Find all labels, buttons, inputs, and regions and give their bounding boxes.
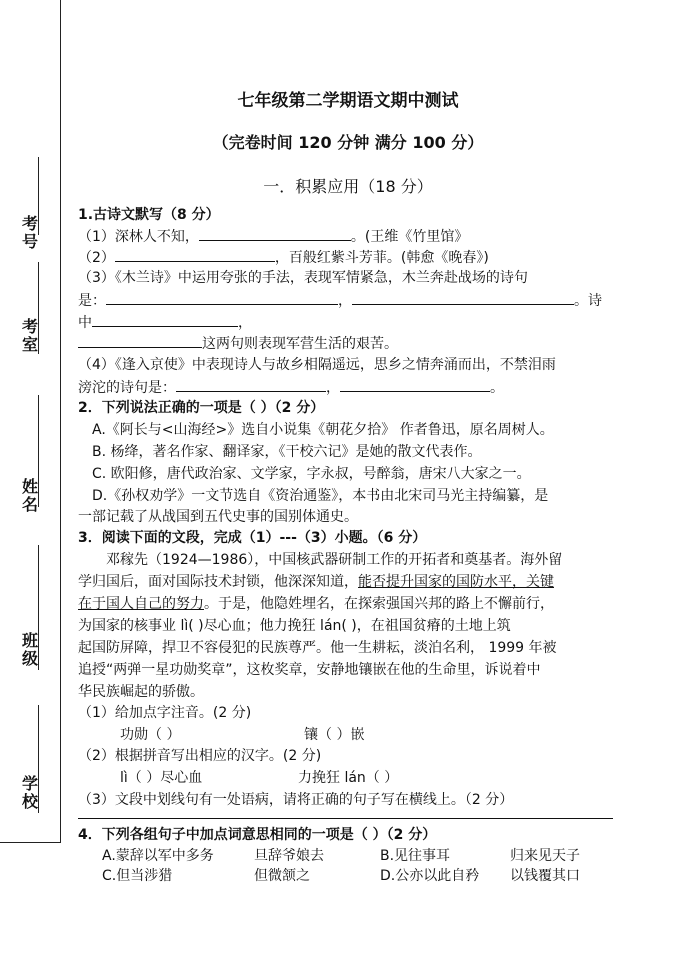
sub-question-1: （1）给加点字注音。(2 分) <box>78 705 252 721</box>
underlined-sentence-part-2: 在于国人自己的努力 <box>78 596 204 612</box>
pinyin-word-1[interactable]: 功勋（ ） <box>120 727 181 743</box>
answer-blank[interactable] <box>106 290 338 305</box>
question-4-option-b-pair: 归来见天子 <box>510 848 580 864</box>
binding-margin-bottom-line <box>0 842 61 843</box>
q1-line-8-text: 滂沱的诗句是： <box>78 380 176 396</box>
passage-line-3-text: 。于是，他隐姓埋名，在探索强国兴邦的路上不懈前行， <box>204 596 554 612</box>
passage-line-2-text: 学归国后，面对国际技术封锁，他深深知道， <box>78 574 358 590</box>
question-1-line-8 <box>78 377 618 398</box>
q1-line-8-comma: ， <box>326 380 340 396</box>
answer-blank[interactable] <box>92 312 238 327</box>
answer-blank[interactable] <box>176 377 326 392</box>
q1-line-4-end: 。诗 <box>574 293 602 309</box>
question-2-option-d-continued: 一部记载了从战国到五代史事的国别体通史。 <box>78 509 358 525</box>
question-1-line-4 <box>78 290 618 311</box>
question-4-heading: 4．下列各组句子中加点词意思相同的一项是（ ）（2 分） <box>78 827 437 843</box>
passage-line-7: 华民族崛起的骄傲。 <box>78 684 204 700</box>
name-label: 姓名 <box>21 477 38 514</box>
q1-line-5-text: 中 <box>78 315 92 331</box>
sub-question-2-words <box>78 768 618 788</box>
q1-line-4-text: 是： <box>78 293 106 309</box>
question-1-line-6 <box>78 333 618 354</box>
question-3-heading: 3．阅读下面的文段，完成（1）---（3）小题。（6 分） <box>78 530 427 546</box>
q1-line-2-text: （2） <box>78 250 115 266</box>
q1-line-4-comma: ， <box>338 293 352 309</box>
hanzi-word-2[interactable]: 力挽狂 lán（ ） <box>298 770 399 786</box>
sub-question-2: （2）根据拼音写出相应的汉字。(2 分) <box>78 748 322 764</box>
binding-margin-line <box>60 0 61 842</box>
page-title: 七年级第二学期语文期中测试 <box>237 91 459 111</box>
answer-line[interactable] <box>78 818 613 819</box>
question-1-line-1 <box>78 226 618 247</box>
passage-line-6: 追授“两弹一星功勋奖章”，这枚奖章，安静地镶嵌在他的生命里，诉说着中 <box>78 662 541 678</box>
question-4-option-d[interactable]: D.公亦以此自矜 <box>380 868 480 884</box>
question-2-option-c[interactable]: C. 欧阳修，唐代政治家、文学家，字永叔，号醉翁，唐宋八大家之一。 <box>92 466 531 482</box>
question-4-option-b[interactable]: B.见往事耳 <box>380 848 451 864</box>
passage-line-2 <box>78 572 618 592</box>
q1-line-1-source: 。(王维《竹里馆》 <box>350 229 469 245</box>
question-4-row-2 <box>78 866 642 886</box>
question-2-option-a[interactable]: A.《阿长与<山海经>》选自小说集《朝花夕拾》 作者鲁迅，原名周树人。 <box>92 422 554 438</box>
passage-line-4: 为国家的核事业 lì( )尽心血；他力挽狂 lán( )，在祖国贫瘠的土地上筑 <box>78 618 511 634</box>
passage-line-3 <box>78 594 618 614</box>
question-4-option-a[interactable]: A.蒙辞以军中多务 <box>102 848 214 864</box>
passage-line-5: 起国防屏障，捍卫不容侵犯的民族尊严。他一生耕耘，淡泊名利， 1999 年被 <box>78 640 557 656</box>
question-4-option-a-pair: 旦辞爷娘去 <box>254 848 324 864</box>
school-label: 学校 <box>21 774 38 811</box>
question-2-option-d[interactable]: D.《孙权劝学》一文节选自《资治通鉴》，本书由北宋司马光主持编纂，是 <box>92 488 549 504</box>
page-subtitle: （完卷时间 120 分钟 满分 100 分） <box>212 133 484 152</box>
question-1-line-2 <box>78 247 618 268</box>
question-4-option-d-pair: 以钱覆其口 <box>510 868 580 884</box>
question-2-heading: 2．下列说法正确的一项是（ ）（2 分） <box>78 400 325 416</box>
question-1-line-5 <box>78 312 618 333</box>
exam-room-label: 考室 <box>21 317 38 354</box>
q1-line-8-end: 。 <box>490 380 504 396</box>
pinyin-word-2[interactable]: 镶（ ）嵌 <box>304 727 365 743</box>
class-label: 班级 <box>21 631 38 668</box>
question-1-line-3: （3）《木兰诗》中运用夸张的手法，表现军情紧急，木兰奔赴战场的诗句 <box>78 270 528 286</box>
answer-blank[interactable] <box>78 333 202 348</box>
answer-blank[interactable] <box>340 377 490 392</box>
question-1-line-7: （4）《逢入京使》中表现诗人与故乡相隔遥远，思乡之情奔涌而出，不禁泪雨 <box>78 357 556 373</box>
question-4-row-1 <box>78 846 642 866</box>
sub-question-1-words <box>78 725 618 745</box>
question-4-option-c[interactable]: C.但当涉猎 <box>102 868 173 884</box>
q1-line-1-text: （1）深林人不知， <box>78 229 199 245</box>
section-title: 一．积累应用（18 分） <box>263 177 433 196</box>
underlined-sentence-part-1: 能否提升国家的国防水平，关键 <box>358 574 554 590</box>
sub-question-3: （3）文段中划线句有一处语病，请将正确的句子写在横线上。（2 分） <box>78 792 514 808</box>
question-1-heading: 1.古诗文默写（8 分） <box>78 207 220 223</box>
passage-line-1: 邓稼先（1924—1986），中国核武器研制工作的开拓者和奠基者。海外留 <box>106 552 563 568</box>
q1-line-6-text: 这两句则表现军营生活的艰苦。 <box>202 336 398 352</box>
answer-blank[interactable] <box>199 226 351 241</box>
exam-number-label: 考号 <box>21 214 38 251</box>
hanzi-word-1[interactable]: lì（ ）尽心血 <box>120 770 203 786</box>
answer-blank[interactable] <box>115 247 275 262</box>
q1-line-2-source: ，百般红紫斗芳菲。(韩愈《晚春》) <box>274 250 489 266</box>
question-2-option-b[interactable]: B. 杨绛，著名作家、翻译家，《干校六记》是她的散文代表作。 <box>92 444 482 460</box>
question-4-option-c-pair: 但微颔之 <box>254 868 310 884</box>
answer-blank[interactable] <box>352 290 574 305</box>
q1-line-5-comma: ， <box>238 315 252 331</box>
